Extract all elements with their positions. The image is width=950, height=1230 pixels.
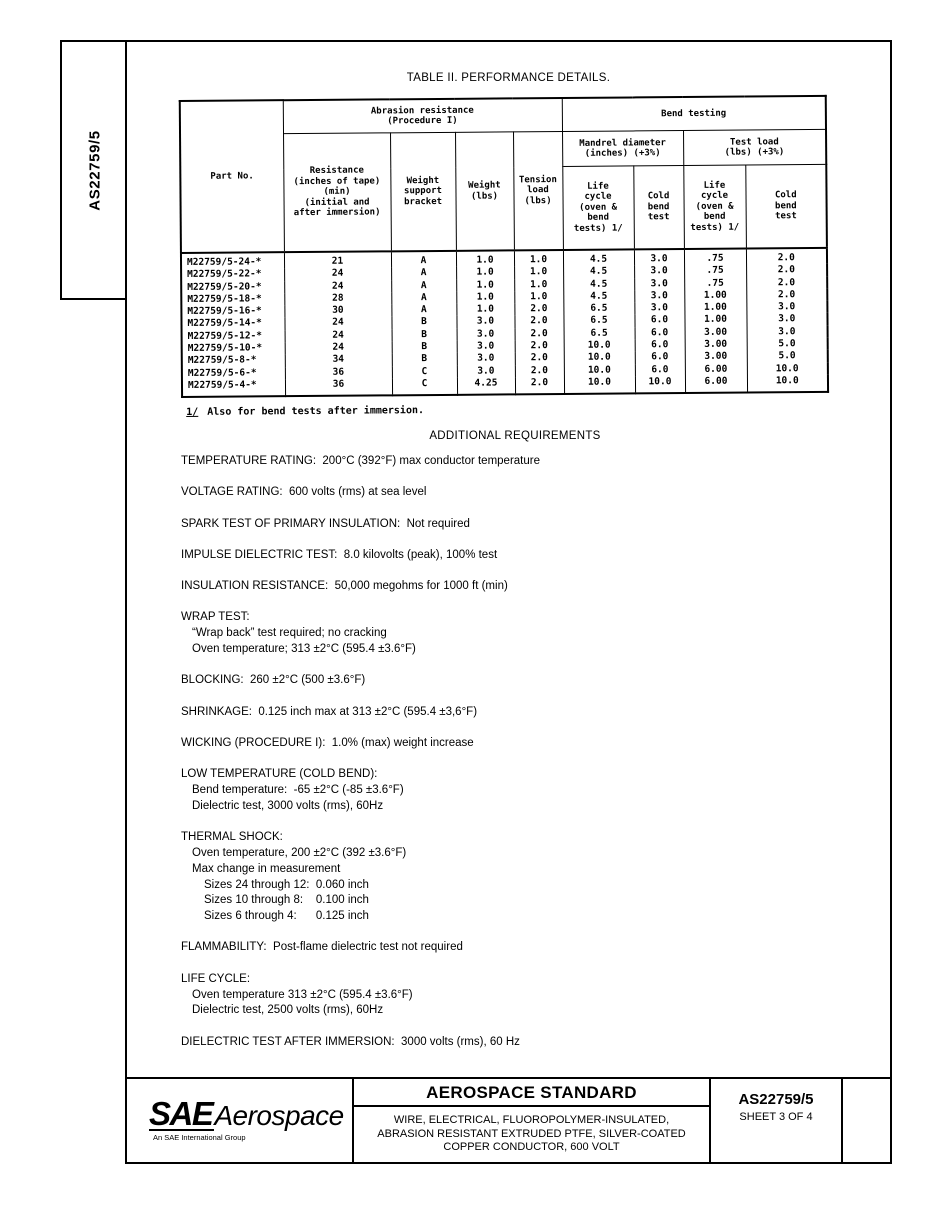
col-header-tension-load: Tension load (lbs) [513, 131, 563, 250]
table-cell: 1.0 [456, 291, 514, 304]
table-cell: 6.0 [634, 315, 684, 328]
requirement-shrinkage [181, 705, 849, 721]
col-group-mandrel-diameter: Mandrel diameter (inches) (+3%) [562, 131, 683, 167]
table-cell: 28 [284, 292, 391, 305]
col-header-resistance: Resistance (inches of tape) (min) (initial and after immersion) [283, 133, 391, 252]
requirement-line: Oven temperature 313 ±2°C (595.4 ±3.6°F) [192, 988, 413, 1001]
requirement-line: Max change in measurement [192, 862, 341, 875]
table-title: TABLE II. PERFORMANCE DETAILS. [406, 72, 611, 84]
standard-title-line: WIRE, ELECTRICAL, FLUOROPOLYMER-INSULATED, [393, 1114, 670, 1127]
requirement-temperature-rating [181, 454, 849, 470]
performance-table [179, 95, 829, 398]
standard-title-cell [354, 1079, 711, 1162]
table-cell: 2.0 [515, 377, 564, 395]
table-cell: 1.0 [514, 266, 563, 279]
table-cell: 3.0 [634, 302, 684, 315]
table-cell: A [391, 279, 456, 292]
table-cell: 36 [285, 378, 392, 396]
empty-end-cell [843, 1079, 890, 1162]
table-cell: C [392, 378, 457, 396]
table-cell-part-no: M22759/5-12-* [182, 330, 285, 343]
table-cell: A [391, 251, 456, 268]
requirement-line: VOLTAGE RATING: 600 volts (rms) at sea level [181, 486, 427, 499]
header-row-groups [180, 96, 826, 135]
col-header-cold-bend-load: Cold bend test [745, 164, 827, 248]
table-cell: 1.0 [514, 250, 563, 267]
table-cell: B [392, 329, 457, 342]
table-cell: .75 [684, 265, 746, 278]
requirement-line: THERMAL SHOCK: [181, 831, 283, 844]
table-cell: 3.0 [634, 278, 684, 291]
table-cell: 3.0 [747, 326, 828, 339]
requirement-voltage-rating [181, 485, 849, 501]
table-cell: .75 [684, 277, 746, 290]
table-cell: 10.0 [747, 375, 828, 393]
table-cell: 3.0 [457, 328, 515, 341]
table-cell: 6.0 [635, 364, 685, 377]
requirement-blocking [181, 673, 849, 689]
sidebar-doc-number: AS22759/5 [87, 129, 104, 211]
requirement-line: DIELECTRIC TEST AFTER IMMERSION: 3000 volts (rms), 60 Hz [181, 1035, 520, 1048]
requirement-line: INSULATION RESISTANCE: 50,000 megohms for 1000 ft (min) [181, 580, 508, 593]
requirement-line: Dielectric test, 2500 volts (rms), 60Hz [192, 1004, 384, 1017]
table-cell: 1.0 [456, 267, 514, 280]
table-cell: 2.0 [515, 340, 564, 353]
standard-title-line: COPPER CONDUCTOR, 600 VOLT [443, 1141, 620, 1154]
table-cell: 6.5 [563, 315, 634, 328]
table-cell: 3.0 [457, 365, 515, 378]
table-cell: 3.0 [634, 249, 684, 266]
table-cell: 1.00 [684, 314, 746, 327]
table-cell-part-no: M22759/5-6-* [182, 367, 285, 380]
col-header-life-cycle-load: Life cycle (oven & bend tests) 1/ [683, 165, 746, 249]
table-cell: 10.0 [564, 352, 635, 365]
requirement-wicking [181, 736, 849, 752]
requirement-wrap-test [181, 610, 849, 657]
table-cell: 4.5 [563, 249, 634, 266]
requirement-line: Dielectric test, 3000 volts (rms), 60Hz [192, 799, 384, 812]
table-cell: 10.0 [564, 376, 635, 394]
col-header-life-cycle-mandrel: Life cycle (oven & bend tests) 1/ [562, 166, 634, 250]
standard-title [354, 1107, 709, 1162]
table-cell: 24 [284, 280, 391, 293]
col-group-bend-testing: Bend testing [562, 96, 826, 132]
requirement-line: TEMPERATURE RATING: 200°C (392°F) max conductor temperature [181, 455, 540, 467]
table-cell: 10.0 [747, 363, 828, 376]
table-cell: 3.0 [457, 340, 515, 353]
table-cell-part-no: M22759/5-8-* [182, 355, 285, 368]
requirement-line: IMPULSE DIELECTRIC TEST: 8.0 kilovolts (peak), 100% test [181, 548, 498, 561]
table-cell: 6.5 [563, 303, 634, 316]
table-cell: 3.00 [685, 326, 747, 339]
table-cell: B [392, 353, 457, 366]
sae-aerospace-logo [149, 1095, 352, 1132]
table-cell: 1.00 [684, 289, 746, 302]
table-cell: 24 [285, 329, 392, 342]
requirement-line: LIFE CYCLE: [181, 972, 251, 985]
table-cell: 1.0 [456, 304, 514, 317]
requirement-line: Sizes 24 through 12: 0.060 inch [204, 878, 369, 891]
requirement-line: Oven temperature, 200 ±2°C (392 ±3.6°F) [192, 846, 407, 859]
sae-logo-text: SAE [149, 1095, 213, 1132]
requirement-line: Bend temperature: -65 ±2°C (-85 ±3.6°F) [192, 784, 404, 797]
page-frame [125, 40, 892, 1164]
sheet-number: SHEET 3 OF 4 [739, 1111, 813, 1123]
table-cell: 4.5 [563, 290, 634, 303]
col-header-part-no: Part No. [180, 100, 284, 253]
table-cell: 3.0 [746, 313, 827, 326]
table-cell: 3.0 [746, 301, 827, 314]
table-cell: 2.0 [515, 365, 564, 378]
table-cell: 24 [285, 341, 392, 354]
requirement-line: Oven temperature; 313 ±2°C (595.4 ±3.6°F) [192, 643, 416, 656]
table-cell-part-no: M22759/5-16-* [181, 305, 284, 318]
table-cell: .75 [684, 249, 746, 266]
table-cell: 6.0 [635, 351, 685, 364]
requirement-line: Sizes 6 through 4: 0.125 inch [204, 910, 369, 923]
table-cell: 2.0 [514, 315, 563, 328]
requirement-life-cycle [181, 972, 849, 1019]
table-cell: 6.00 [685, 376, 747, 394]
table-cell-part-no: M22759/5-20-* [181, 281, 284, 294]
requirement-line: SPARK TEST OF PRIMARY INSULATION: Not required [181, 517, 470, 530]
table-cell: 10.0 [635, 376, 685, 394]
table-cell-part-no: M22759/5-18-* [181, 293, 284, 306]
requirement-low-temperature [181, 767, 849, 814]
table-cell: 1.0 [456, 250, 514, 267]
title-block [125, 1077, 892, 1164]
table-cell: 6.0 [635, 327, 685, 340]
table-cell: 30 [284, 305, 391, 318]
table-cell: 6.00 [685, 363, 747, 376]
requirement-line: WRAP TEST: [181, 611, 250, 624]
table-cell: 1.0 [514, 291, 563, 304]
requirement-dielectric-after-immersion [181, 1035, 849, 1051]
table-cell: 6.0 [635, 339, 685, 352]
table-cell: 2.0 [746, 264, 827, 277]
requirement-thermal-shock [181, 830, 849, 925]
sidebar-doc-number-box [60, 40, 131, 300]
table-cell: 6.5 [564, 327, 635, 340]
table-cell: 2.0 [515, 352, 564, 365]
requirement-line: BLOCKING: 260 ±2°C (500 ±3.6°F) [181, 674, 366, 687]
additional-requirements-section [181, 430, 849, 1066]
table-cell: A [391, 304, 456, 317]
aerospace-standard-label: AEROSPACE STANDARD [354, 1079, 709, 1107]
table-cell: 24 [284, 317, 391, 330]
table-cell: 21 [284, 251, 391, 268]
footnote-reference: 1/ [186, 407, 199, 419]
table-cell: 2.0 [746, 289, 827, 302]
table-cell: 3.00 [685, 351, 747, 364]
table-footnote [186, 402, 829, 418]
table-cell: B [392, 341, 457, 354]
requirement-spark-test [181, 517, 849, 533]
table-cell: 4.25 [457, 377, 515, 395]
table-cell: C [392, 366, 457, 379]
table-cell: A [391, 292, 456, 305]
table-cell: 5.0 [747, 338, 828, 351]
table-cell: 3.0 [634, 265, 684, 278]
table-cell: 5.0 [747, 350, 828, 363]
requirement-line: FLAMMABILITY: Post-flame dielectric test not required [181, 941, 463, 954]
table-cell: 3.0 [634, 290, 684, 303]
col-header-weight-support-bracket: Weight support bracket [390, 132, 456, 251]
requirement-line: SHRINKAGE: 0.125 inch max at 313 ±2°C (595.4 ±3,6°F) [181, 705, 478, 718]
table-cell: A [391, 267, 456, 280]
col-group-test-load: Test load (lbs) (+3%) [683, 129, 826, 165]
col-header-cold-bend-mandrel: Cold bend test [633, 166, 684, 250]
table-cell-part-no: M22759/5-10-* [182, 342, 285, 355]
requirement-impulse-dielectric-test [181, 548, 849, 564]
table-cell-part-no: M22759/5-24-* [181, 252, 284, 269]
sae-logo-cell [127, 1079, 354, 1162]
table-cell: 10.0 [564, 340, 635, 353]
aerospace-logo-text: Aerospace [214, 1100, 344, 1131]
doc-number-cell [711, 1079, 843, 1162]
table-cell: 34 [285, 354, 392, 367]
table-cell-part-no: M22759/5-4-* [182, 379, 285, 397]
table-row [182, 375, 828, 397]
sae-tagline: An SAE International Group [153, 1133, 246, 1142]
doc-number: AS22759/5 [738, 1091, 814, 1108]
table-cell: 1.0 [456, 279, 514, 292]
table-cell: 2.0 [515, 328, 564, 341]
col-group-abrasion-resistance: Abrasion resistance (Procedure I) [283, 98, 562, 134]
table-cell: 4.5 [563, 278, 634, 291]
requirement-flammability [181, 940, 849, 956]
table-cell-part-no: M22759/5-14-* [181, 318, 284, 331]
table-cell: 3.00 [685, 339, 747, 352]
col-header-weight: Weight (lbs) [455, 132, 514, 251]
table-cell: B [391, 316, 456, 329]
table-cell: 3.0 [456, 316, 514, 329]
table-cell: 4.5 [563, 266, 634, 279]
table-cell: 2.0 [746, 248, 827, 265]
requirements-heading: ADDITIONAL REQUIREMENTS [429, 430, 601, 442]
table-cell: 1.00 [684, 302, 746, 315]
requirement-insulation-resistance [181, 579, 849, 595]
requirement-line: “Wrap back” test required; no cracking [192, 627, 387, 640]
table-cell: 2.0 [514, 303, 563, 316]
table-cell: 36 [285, 366, 392, 379]
table-cell: 24 [284, 268, 391, 281]
performance-table-wrap [179, 95, 829, 418]
table-cell-part-no: M22759/5-22-* [181, 268, 284, 281]
standard-title-line: ABRASION RESISTANT EXTRUDED PTFE, SILVER-COATED [377, 1127, 686, 1140]
table-cell: 1.0 [514, 279, 563, 292]
footnote-text: Also for bend tests after immersion. [207, 405, 425, 419]
table-cell: 10.0 [564, 364, 635, 377]
table-cell: 2.0 [746, 277, 827, 290]
requirement-line: LOW TEMPERATURE (COLD BEND): [181, 768, 378, 781]
table-cell: 3.0 [457, 353, 515, 366]
requirement-line: WICKING (PROCEDURE I): 1.0% (max) weight increase [181, 736, 474, 749]
requirement-line: Sizes 10 through 8: 0.100 inch [204, 894, 369, 907]
